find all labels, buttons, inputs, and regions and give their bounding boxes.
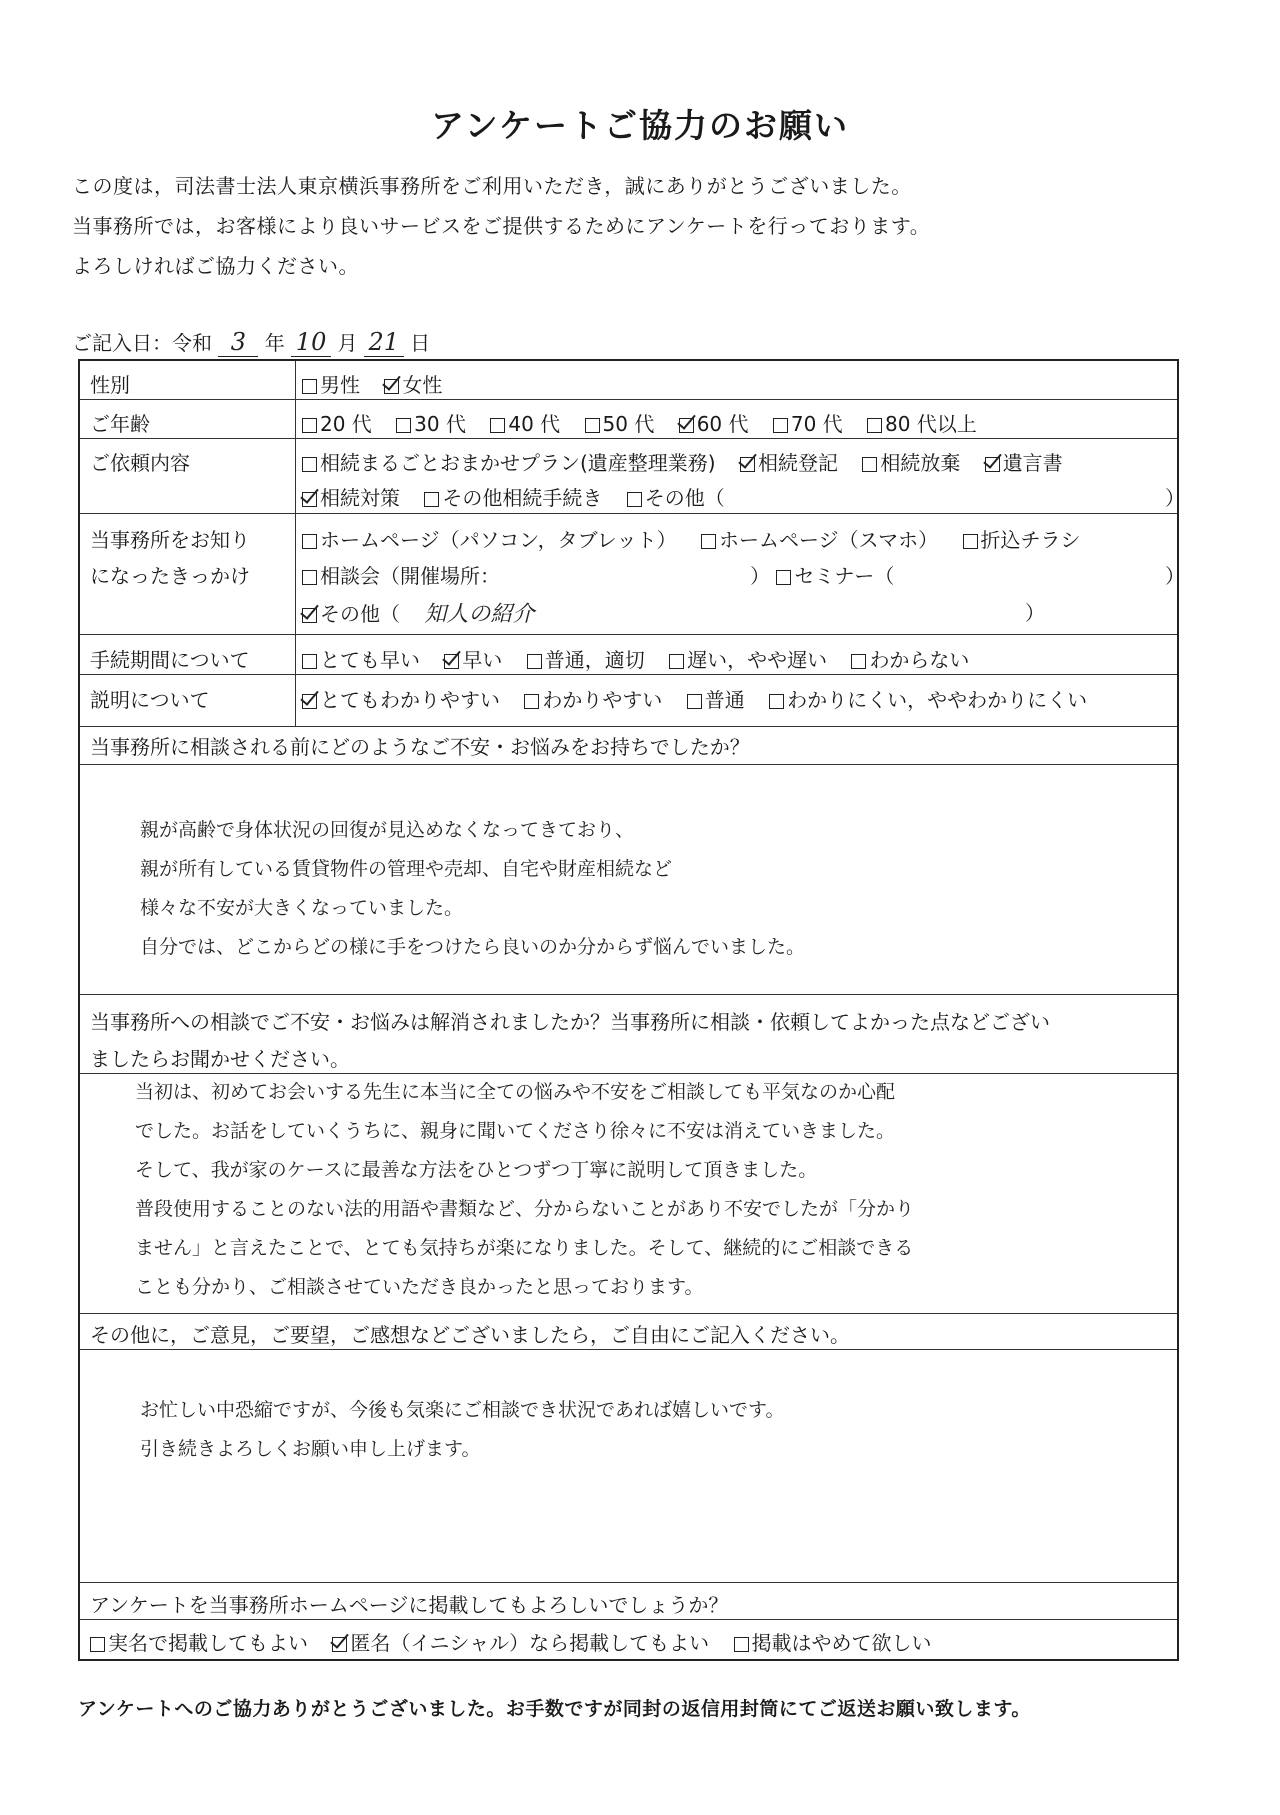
- q3-answer[interactable]: [140, 1391, 784, 1469]
- checkbox[interactable]: [701, 534, 716, 549]
- source-options-row1: [302, 524, 1099, 553]
- age-option-80plus[interactable]: 80 代以上: [867, 408, 977, 437]
- checkbox[interactable]: [776, 570, 791, 585]
- checkbox[interactable]: [687, 694, 702, 709]
- checkbox[interactable]: [302, 457, 317, 472]
- request-option-will[interactable]: 遺言書: [985, 447, 1063, 476]
- request-options-row2: [302, 482, 743, 511]
- request-option-other[interactable]: その他（: [627, 482, 725, 511]
- entry-date: [72, 327, 430, 357]
- gender-option-female[interactable]: 女性: [384, 369, 442, 398]
- q2-answer-line: ことも分かり、ご相談させていただき良かったと思っております。: [135, 1276, 704, 1298]
- checkbox[interactable]: [862, 457, 877, 472]
- source-option-homepage-mobile[interactable]: ホームページ（スマホ）: [701, 524, 938, 553]
- checkbox[interactable]: [90, 1637, 105, 1652]
- source-other-close: ）: [1025, 601, 1045, 625]
- q1-answer-line: 親が高齢で身体状況の回復が見込めなくなってきており、: [140, 819, 635, 841]
- checkbox[interactable]: [302, 418, 317, 433]
- checkbox-checked[interactable]: [985, 457, 1000, 472]
- q1-answer-line: 親が所有している賃貸物件の管理や売却、自宅や財産相続など: [140, 858, 673, 880]
- request-options-row1: [302, 447, 1081, 476]
- q1-answer-line: 自分では、どこからどの様に手をつけたら良いのか分からず悩んでいました。: [140, 936, 806, 958]
- checkbox[interactable]: [424, 492, 439, 507]
- checkbox[interactable]: [396, 418, 411, 433]
- period-option-normal[interactable]: 普通，適切: [527, 644, 645, 673]
- checkbox[interactable]: [769, 694, 784, 709]
- checkbox-checked[interactable]: [302, 608, 317, 623]
- period-label: 手続期間について: [90, 648, 250, 672]
- checkbox[interactable]: [734, 1637, 749, 1652]
- q2-question-line1: 当事務所への相談でご不安・お悩みは解消されましたか？当事務所に相談・依頼してよかった点などござい: [90, 1010, 1050, 1034]
- source-option-other[interactable]: その他（: [302, 598, 400, 627]
- checkbox[interactable]: [773, 418, 788, 433]
- q2-answer-line: 当初は、初めてお会いする先生に本当に全ての悩みや不安をご相談しても平気なのか心配: [135, 1081, 896, 1103]
- age-options: [302, 408, 995, 437]
- source-option-seminar[interactable]: セミナー（: [776, 560, 894, 589]
- checkbox[interactable]: [669, 654, 684, 669]
- date-year-unit: 年: [264, 331, 285, 355]
- q2-answer-line: そして、我が家のケースに最善な方法をひとつずつ丁寧に説明して頂きました。: [135, 1159, 818, 1181]
- checkbox-checked[interactable]: [302, 492, 317, 507]
- q2-answer[interactable]: [135, 1073, 914, 1307]
- date-month[interactable]: 10: [295, 328, 327, 356]
- q2-question-line2: ましたらお聞かせください。: [90, 1047, 350, 1071]
- q2-answer-line: ません」と言えたことで、とても気持ちが楽になりました。そして、継続的にご相談できる: [135, 1237, 914, 1259]
- q3-question: その他に，ご意見，ご要望，ご感想などございましたら，ご自由にご記入ください。: [90, 1323, 850, 1347]
- date-day-unit: 日: [410, 331, 431, 355]
- intro-line-1: この度は，司法書士法人東京横浜事務所をご利用いただき，誠にありがとうございました。: [72, 174, 912, 198]
- checkbox[interactable]: [302, 379, 317, 394]
- checkbox[interactable]: [527, 654, 542, 669]
- publish-question: アンケートを当事務所ホームページに掲載してもよろしいでしょうか？: [90, 1593, 729, 1617]
- request-option-renunciation[interactable]: 相続放棄: [862, 447, 960, 476]
- request-option-registration[interactable]: 相続登記: [740, 447, 838, 476]
- checkbox-checked[interactable]: [679, 418, 694, 433]
- period-options: [302, 644, 987, 673]
- publish-option-real-name[interactable]: 実名で掲載してもよい: [90, 1627, 308, 1656]
- publish-option-anonymous[interactable]: 匿名（イニシャル）なら掲載してもよい: [332, 1627, 709, 1656]
- footer-note: アンケートへのご協力ありがとうございました。お手数ですが同封の返信用封筒にてご返送お願い致します。: [78, 1698, 1031, 1720]
- checkbox-checked[interactable]: [740, 457, 755, 472]
- checkbox[interactable]: [490, 418, 505, 433]
- age-option-50[interactable]: 50 代: [585, 408, 655, 437]
- age-option-70[interactable]: 70 代: [773, 408, 843, 437]
- age-option-40[interactable]: 40 代: [490, 408, 560, 437]
- checkbox-checked[interactable]: [444, 654, 459, 669]
- explanation-label: 説明について: [90, 688, 210, 712]
- source-label-line2: になったきっかけ: [90, 564, 250, 588]
- age-option-20[interactable]: 20 代: [302, 408, 372, 437]
- checkbox[interactable]: [302, 654, 317, 669]
- period-option-fast[interactable]: 早い: [444, 644, 502, 673]
- q3-answer-line: お忙しい中恐縮ですが、今後も気楽にご相談でき状況であれば嬉しいです。: [140, 1399, 785, 1421]
- period-option-unknown[interactable]: わからない: [851, 644, 969, 673]
- q1-answer-line: 様々な不安が大きくなっていました。: [140, 897, 464, 919]
- gender-label: 性別: [90, 373, 130, 397]
- checkbox-checked[interactable]: [302, 694, 317, 709]
- source-label-line1: 当事務所をお知り: [90, 528, 250, 552]
- publish-option-decline[interactable]: 掲載はやめて欲しい: [734, 1627, 932, 1656]
- source-other-text[interactable]: 知人の紹介: [424, 602, 535, 627]
- request-option-planning[interactable]: 相続対策: [302, 482, 400, 511]
- source-options-row3: [302, 597, 534, 628]
- date-month-unit: 月: [337, 331, 358, 355]
- source-options-row2: [302, 560, 912, 589]
- checkbox[interactable]: [867, 418, 882, 433]
- checkbox[interactable]: [851, 654, 866, 669]
- age-option-60[interactable]: 60 代: [679, 408, 749, 437]
- date-prefix: ご記入日：令和: [72, 331, 212, 355]
- checkbox[interactable]: [627, 492, 642, 507]
- checkbox[interactable]: [302, 570, 317, 585]
- survey-form: [78, 359, 1185, 1661]
- q1-answer[interactable]: [140, 811, 805, 967]
- source-option-homepage-pc[interactable]: ホームページ（パソコン，タブレット）: [302, 524, 677, 553]
- q3-answer-line: 引き続きよろしくお願い申し上げます。: [140, 1438, 481, 1460]
- source-seminar-close: ）: [1165, 564, 1185, 588]
- age-label: ご年齢: [90, 412, 150, 436]
- q2-answer-line: でした。お話をしていくうちに、親身に聞いてくださり徐々に不安は消えていきました。: [135, 1120, 896, 1142]
- checkbox-checked[interactable]: [332, 1637, 347, 1652]
- request-other-close: ）: [1165, 486, 1185, 510]
- source-option-flyer[interactable]: 折込チラシ: [963, 524, 1081, 553]
- gender-option-male[interactable]: 男性: [302, 369, 360, 398]
- date-year[interactable]: 3: [230, 328, 246, 356]
- period-option-slow[interactable]: 遅い，やや遅い: [669, 644, 827, 673]
- checkbox[interactable]: [585, 418, 600, 433]
- label-column-divider: [295, 361, 296, 726]
- page-title: アンケートご協力のお願い: [430, 106, 850, 145]
- publish-options: [90, 1627, 950, 1656]
- age-option-30[interactable]: 30 代: [396, 408, 466, 437]
- q1-question: 当事務所に相談される前にどのようなご不安・お悩みをお持ちでしたか？: [90, 735, 750, 759]
- checkbox[interactable]: [302, 534, 317, 549]
- explanation-option-clear[interactable]: わかりやすい: [524, 684, 662, 713]
- gender-options: [302, 369, 460, 398]
- source-consultation-close: ）: [750, 564, 770, 588]
- source-option-consultation[interactable]: 相談会（開催場所：: [302, 560, 752, 589]
- request-option-other-procedure[interactable]: その他相続手続き: [424, 482, 602, 511]
- intro-line-3: よろしければご協力ください。: [72, 254, 359, 278]
- request-option-full-plan[interactable]: 相続まるごとおまかせプラン(遺産整理業務): [302, 447, 716, 476]
- q2-answer-line: 普段使用することのない法的用語や書類など、分からないことがあり不安でしたが「分かり: [135, 1198, 915, 1220]
- checkbox[interactable]: [524, 694, 539, 709]
- period-option-very-fast[interactable]: とても早い: [302, 644, 420, 673]
- intro-line-2: 当事務所では，お客様により良いサービスをご提供するためにアンケートを行っております。: [72, 214, 931, 238]
- date-day[interactable]: 21: [368, 328, 400, 356]
- explanation-option-very-clear[interactable]: とてもわかりやすい: [302, 684, 500, 713]
- explanation-option-normal[interactable]: 普通: [687, 684, 745, 713]
- checkbox-checked[interactable]: [384, 379, 399, 394]
- explanation-option-unclear[interactable]: わかりにくい，ややわかりにくい: [769, 684, 1087, 713]
- checkbox[interactable]: [963, 534, 978, 549]
- explanation-options: [302, 684, 1105, 713]
- request-label: ご依頼内容: [90, 451, 190, 475]
